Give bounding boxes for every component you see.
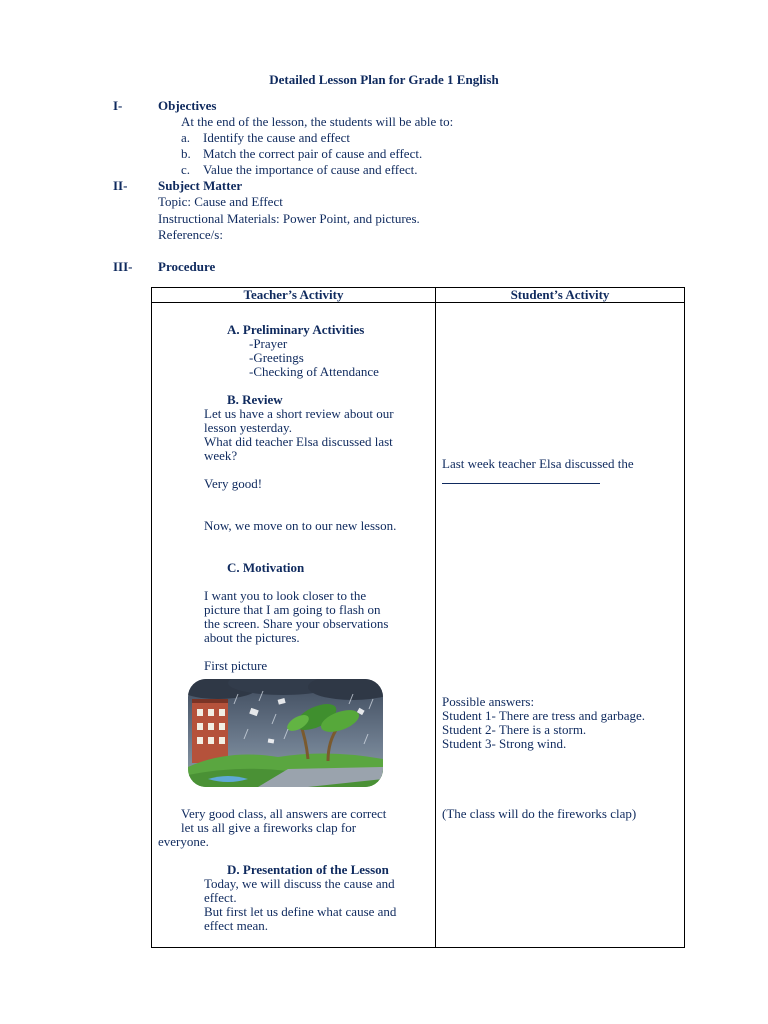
presentation-line: Today, we will discuss the cause and [204, 876, 395, 891]
student-answer: Student 2- There is a storm. [442, 722, 587, 737]
preliminary-item: -Greetings [249, 350, 304, 365]
student-activity-header: Student’s Activity [436, 288, 685, 303]
section-number-subject-matter: II- [113, 178, 128, 193]
presentation-line: effect. [204, 890, 237, 905]
move-on-text: Now, we move on to our new lesson. [204, 518, 397, 533]
review-line: week? [204, 448, 238, 463]
section-heading-subject-matter: Subject Matter [158, 178, 243, 193]
motivation-heading: C. Motivation [227, 560, 305, 575]
first-picture-label: First picture [204, 658, 268, 673]
answer-blank-line [442, 471, 600, 487]
materials-line: Instructional Materials: Power Point, and pictures. [158, 211, 420, 226]
teacher-activity-header: Teacher’s Activity [152, 288, 436, 303]
motivation-line: about the pictures. [204, 630, 300, 645]
document-title: Detailed Lesson Plan for Grade 1 English [269, 72, 499, 87]
section-number-objectives: I- [113, 98, 123, 113]
review-line: Let us have a short review about our [204, 406, 394, 421]
student-answer: Student 1- There are tress and garbage. [442, 708, 645, 723]
motivation-line: I want you to look closer to the [204, 588, 367, 603]
preliminary-activities-heading: A. Preliminary Activities [227, 322, 365, 337]
fireworks-clap-response: (The class will do the fireworks clap) [442, 806, 637, 821]
objective-item: Value the importance of cause and effect. [203, 162, 418, 177]
objective-letter: b. [181, 146, 191, 161]
motivation-line: picture that I am going to flash on [204, 602, 381, 617]
preliminary-item: -Prayer [249, 336, 288, 351]
praise-line: let us all give a fireworks clap for [181, 820, 357, 835]
objective-letter: c. [181, 162, 191, 177]
topic-line: Topic: Cause and Effect [158, 194, 283, 209]
praise-line: everyone. [158, 834, 209, 849]
preliminary-item: -Checking of Attendance [249, 364, 379, 379]
review-line: lesson yesterday. [204, 420, 292, 435]
table-body-row [152, 303, 685, 948]
objectives-intro: At the end of the lesson, the students will be able to: [181, 114, 454, 129]
objective-item: Match the correct pair of cause and effect. [203, 146, 423, 161]
section-heading-objectives: Objectives [158, 98, 217, 113]
teacher-activity-cell [152, 303, 436, 948]
procedure-table [151, 287, 685, 948]
motivation-line: the screen. Share your observations [204, 616, 389, 631]
presentation-line: But first let us define what cause and [204, 904, 397, 919]
storm-picture [188, 679, 383, 787]
objective-item: Identify the cause and effect [203, 130, 351, 145]
very-good-text: Very good! [204, 476, 263, 491]
student-activity-cell [436, 303, 685, 948]
student-answer: Student 3- Strong wind. [442, 736, 567, 751]
table-header-row [152, 288, 685, 303]
praise-line: Very good class, all answers are correct [181, 806, 387, 821]
review-heading: B. Review [227, 392, 283, 407]
reference-line: Reference/s: [158, 227, 223, 242]
review-answer: Last week teacher Elsa discussed the [442, 456, 634, 471]
objective-letter: a. [181, 130, 191, 145]
possible-answers-label: Possible answers: [442, 694, 535, 709]
presentation-line: effect mean. [204, 918, 268, 933]
section-number-procedure: III- [113, 259, 133, 274]
presentation-heading: D. Presentation of the Lesson [227, 862, 389, 877]
section-heading-procedure: Procedure [158, 259, 216, 274]
review-line: What did teacher Elsa discussed last [204, 434, 393, 449]
